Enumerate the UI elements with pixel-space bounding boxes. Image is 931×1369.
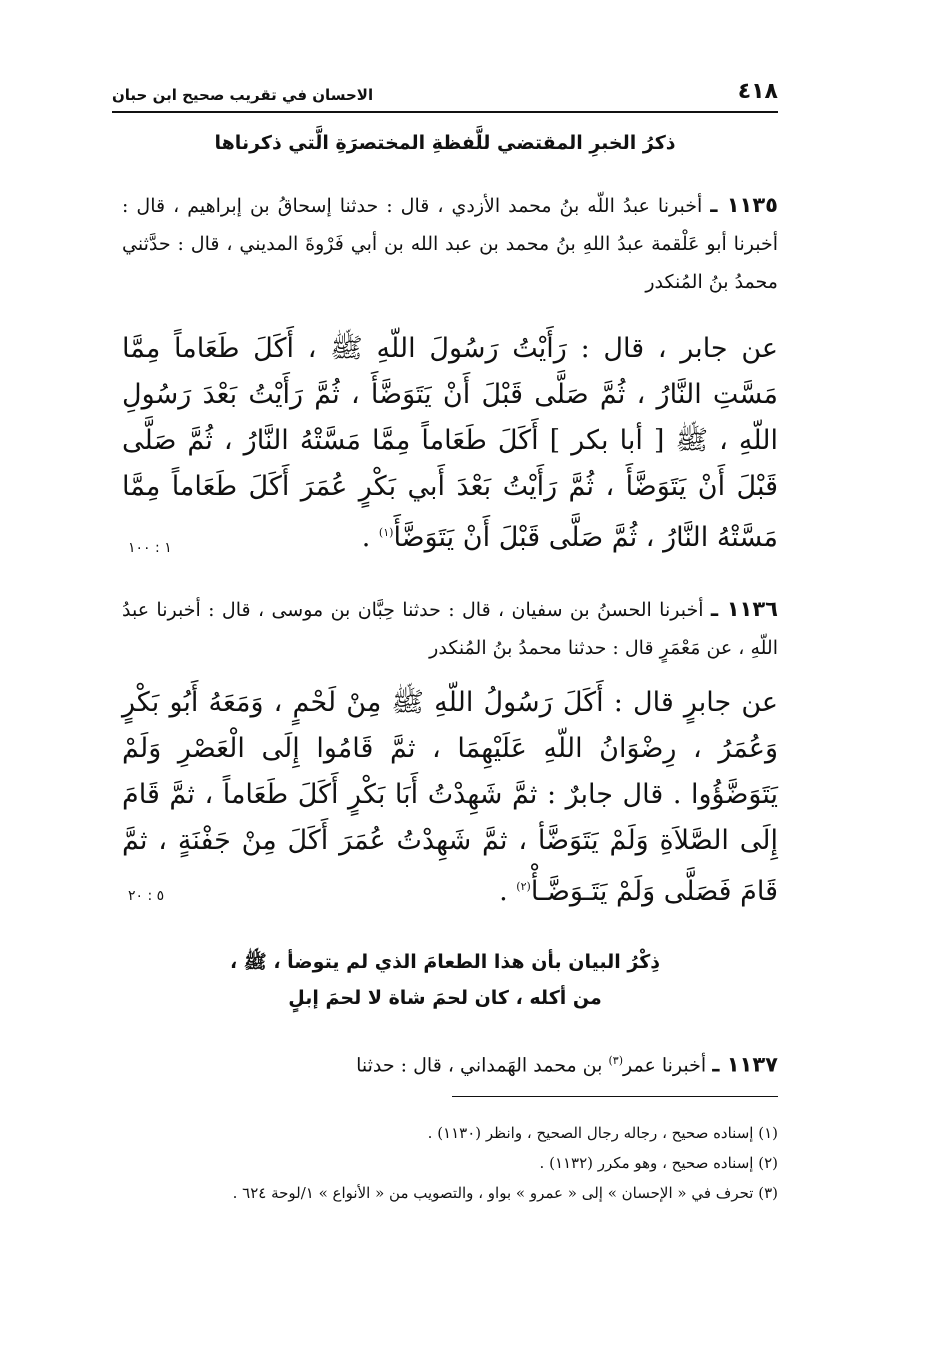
- matn-end: .: [499, 876, 517, 907]
- hadith-1136-matn: [122, 680, 778, 915]
- isnad-text: أخبرنا الحسنُ بن سفيان ، قال : حدثنا حِبَّان بن موسى ، قال : أخبرنا عبدُ اللّهِ ، عن مَعْمَرٍ قال : حدثنا محمدُ بنُ المُنكدر: [122, 599, 778, 659]
- isnad-text: أخبرنا عمر: [623, 1054, 707, 1077]
- matn-end: .: [361, 522, 379, 553]
- footnotes: [122, 1118, 778, 1208]
- footnote-3: (٣) تحرف في « الإحسان » إلى « عمرو » بواو ، والتصويب من « الأنواع » ١/لوحة ٦٢٤ .: [232, 1184, 778, 1202]
- volume-reference: ١ : ١٠٠: [128, 540, 172, 556]
- volume-reference: ٥ : ٢٠: [128, 888, 165, 904]
- hadith-1137-isnad: [122, 1042, 778, 1084]
- hadith-number: ١١٣٥ ـ: [710, 193, 778, 217]
- page-header: [112, 64, 778, 104]
- footnote-marker: (١): [378, 526, 394, 539]
- hadith-1136-isnad: [122, 590, 778, 667]
- hadith-1135-matn: [122, 326, 778, 561]
- page-number: ٤١٨: [737, 79, 778, 104]
- section-heading-1: ذكرُ الخبرِ المقتضي للَّفظةِ المختصرَةِ الَّتي ذكرناها: [214, 132, 676, 154]
- heading-line-1: ذِكْرُ البيان بأن هذا الطعامَ الذي لم يتوضأ ، ﷺ ،: [229, 951, 661, 973]
- hadith-number: ١١٣٧ ـ: [712, 1052, 778, 1077]
- footnote-marker: (٢): [516, 880, 531, 893]
- matn-text: عن جابرٍ قال : أَكَلَ رَسُولُ اللّهِ ﷺ مِنْ لَحْمٍ ، وَمَعَهُ أَبُو بَكْرٍ وَعُمَرُ ، رِضْوَانُ اللّهِ عَلَيْهِمَا ، ثمَّ قَامُوا إِلَى الْعَصْرِ وَلَمْ يَتَوَضَّؤُوا . قال جابرٌ : ثمَّ شَهِدْتُ أَبَا بَكْرٍ أَكَلَ طَعَاماً ، ثمَّ قَامَ إِلَى الصَّلاَةِ وَلَمْ يَتَوَضَّأ ، ثمَّ شَهِدْتُ عُمَرَ أَكَلَ مِنْ جَفْنَةٍ ، ثمَّ قَامَ فَصَلَّى وَلَمْ يَتَـوَضَّـأْ: [122, 687, 778, 907]
- running-title: الاحسان في تقريب صحيح ابن حبان: [112, 86, 374, 104]
- header-rule: [112, 111, 778, 113]
- footnote-rule: [452, 1096, 778, 1097]
- isnad-text: بن محمد الهَمداني ، قال : حدثنا: [356, 1054, 603, 1077]
- heading-line-2: من أكله ، كان لحمَ شاة لا لحمَ إبلٍ: [288, 987, 602, 1009]
- footnote-2: (٢) إسناده صحيح ، وهو مكرر (١١٣٢) .: [539, 1154, 778, 1172]
- footnote-1: (١) إسناده صحيح ، رجاله رجال الصحيح ، وانظر (١١٣٠) .: [427, 1124, 778, 1142]
- isnad-text: أخبرنا عبدُ اللّه بنُ محمد الأزدي ، قال : حدثنا إسحاقُ بن إبراهيم ، قال : أخبرنا أبو عَلْقمة عبدُ اللهِ بنُ محمد بن عبد الله بن أبي فَرْوةَ المديني ، قال : حدَّثني محمدُ بنُ المُنكدر: [122, 195, 778, 293]
- matn-text: عن جابر ، قال : رَأَيْتُ رَسُولَ اللّهِ ﷺ ، أَكَلَ طَعَاماً مِمَّا مَسَّتِ النَّارُ ، ثُمَّ صَلَّى قَبْلَ أَنْ يَتَوَضَّأَ ، ثُمَّ رَأَيْتُ بَعْدَ رَسُولِ اللّهِ ، ﷺ [ أبا بكر ] أَكَلَ طَعَاماً مِمَّا مَسَّتْهُ النَّارُ ، ثُمَّ صَلَّى قَبْلَ أَنْ يَتَوَضَّأَ ، ثُمَّ رَأَيْتُ بَعْدَ أَبي بَكْرٍ عُمَرَ أَكَلَ طَعَاماً مِمَّا مَسَّتْهُ النَّارُ ، ثُمَّ صَلَّى قَبْلَ أَنْ يَتَوَضَّأَ: [122, 333, 778, 553]
- hadith-number: ١١٣٦ ـ: [710, 597, 778, 621]
- hadith-1135-isnad: [122, 186, 778, 301]
- footnote-marker: (٣): [608, 1054, 623, 1067]
- section-heading-2: [112, 944, 778, 1016]
